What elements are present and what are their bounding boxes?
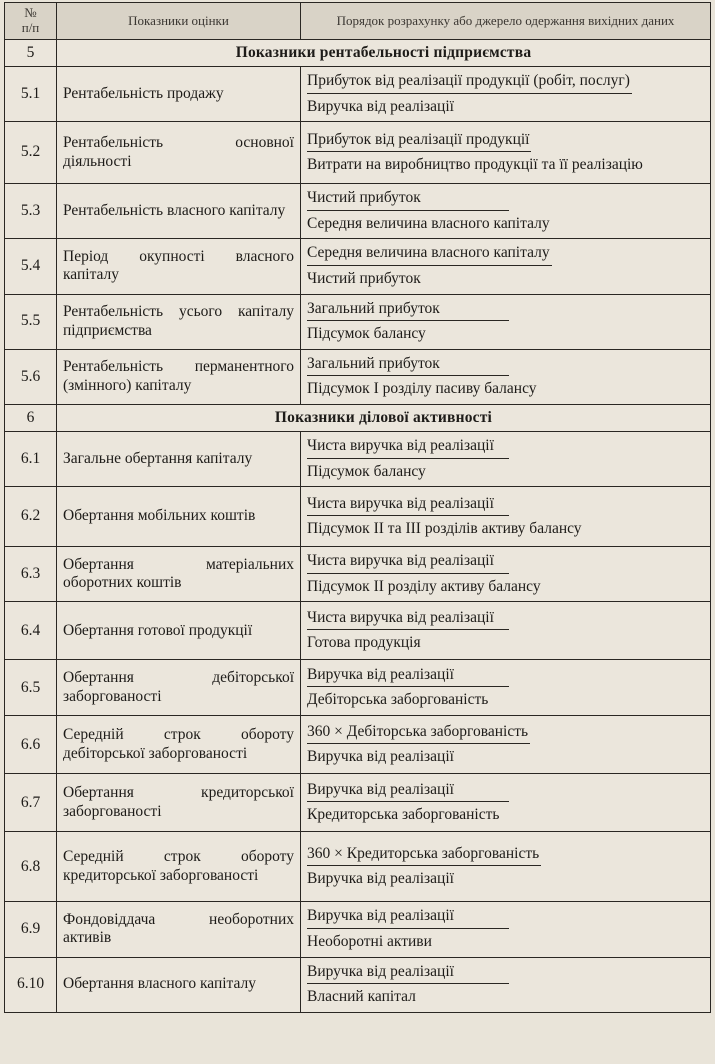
formula-numerator: Виручка від реалізації <box>307 904 509 929</box>
row-number: 6.10 <box>5 957 57 1012</box>
formula-denominator: Підсумок балансу <box>307 325 426 343</box>
row-number: 6.2 <box>5 487 57 547</box>
formula-denominator: Підсумок II розділу активу балансу <box>307 577 541 595</box>
formula-cell <box>301 349 711 404</box>
row-number: 6.7 <box>5 774 57 832</box>
fraction <box>307 663 704 713</box>
row-number: 5.6 <box>5 349 57 404</box>
table-row <box>5 547 711 602</box>
header-indicator: Показники оцінки <box>57 3 301 40</box>
indicator-name: Обертання матеріальних оборотних коштів <box>57 547 301 602</box>
header-number: № п/п <box>5 3 57 40</box>
section-row <box>5 404 711 431</box>
formula-denominator: Власний капітал <box>307 988 416 1006</box>
formula-denominator: Кредиторська заборгованість <box>307 806 500 824</box>
formula-denominator: Підсумок II та III розділів активу балансу <box>307 520 582 538</box>
fraction <box>307 492 704 542</box>
fraction <box>307 297 704 347</box>
formula-numerator: Загальний прибуток <box>307 297 509 322</box>
table-row <box>5 122 711 184</box>
row-number: 6.3 <box>5 547 57 602</box>
indicator-name: Середній строк обороту кредиторської заборгованості <box>57 832 301 902</box>
fraction <box>307 960 704 1010</box>
formula-denominator: Середня величина власного капіталу <box>307 214 550 232</box>
formula-denominator: Витрати на виробництво продукції та її реалізацію <box>307 156 643 174</box>
indicator-name: Середній строк обороту дебіторської заборгованості <box>57 716 301 774</box>
formula-numerator: Виручка від реалізації <box>307 778 509 803</box>
formula-numerator: Середня величина власного капіталу <box>307 241 552 266</box>
fraction <box>307 186 704 236</box>
formula-denominator: Підсумок балансу <box>307 462 426 480</box>
section-title: Показники рентабельності підприємства <box>57 40 711 67</box>
formula-numerator: Виручка від реалізації <box>307 663 509 688</box>
formula-numerator: Чиста виручка від реалізації <box>307 434 509 459</box>
fraction <box>307 128 704 178</box>
formula-denominator: Підсумок І розділу пасиву балансу <box>307 380 537 398</box>
formula-cell <box>301 957 711 1012</box>
formula-cell <box>301 774 711 832</box>
formula-cell <box>301 487 711 547</box>
row-number: 5.2 <box>5 122 57 184</box>
table-row <box>5 832 711 902</box>
table-row <box>5 349 711 404</box>
table-row <box>5 184 711 239</box>
formula-denominator: Виручка від реалізації <box>307 870 454 888</box>
table-row <box>5 716 711 774</box>
formula-numerator: Прибуток від реалізації продукції <box>307 128 531 153</box>
formula-numerator: Прибуток від реалізації продукції (робіт, послуг) <box>307 69 632 94</box>
table-row <box>5 487 711 547</box>
table-row <box>5 660 711 716</box>
formula-cell <box>301 602 711 660</box>
row-number: 6.8 <box>5 832 57 902</box>
table-row <box>5 239 711 294</box>
formula-denominator: Дебіторська заборгованість <box>307 691 489 709</box>
row-number: 5.4 <box>5 239 57 294</box>
row-number: 5.3 <box>5 184 57 239</box>
formula-numerator: Чистий прибуток <box>307 186 509 211</box>
formula-cell <box>301 67 711 122</box>
indicator-name: Обертання кредиторської заборгованості <box>57 774 301 832</box>
table-row <box>5 774 711 832</box>
formula-cell <box>301 547 711 602</box>
formula-numerator: 360 × Кредиторська заборгованість <box>307 842 541 867</box>
row-number: 6.9 <box>5 902 57 957</box>
indicator-name: Обертання дебіторської заборгованості <box>57 660 301 716</box>
indicator-name: Рентабельність власного капіталу <box>57 184 301 239</box>
formula-cell <box>301 294 711 349</box>
table-row <box>5 957 711 1012</box>
indicator-name: Загальне обертання капіталу <box>57 431 301 486</box>
table-row <box>5 431 711 486</box>
fraction <box>307 842 704 892</box>
fraction <box>307 606 704 656</box>
indicator-name: Рентабельність перманентного (змінного) капіталу <box>57 349 301 404</box>
indicator-name: Обертання готової продукції <box>57 602 301 660</box>
indicator-name: Рентабельність усього капіталу підприємства <box>57 294 301 349</box>
indicator-name: Рентабельність основної діяльності <box>57 122 301 184</box>
fraction <box>307 778 704 828</box>
indicator-name: Період окупності власного капіталу <box>57 239 301 294</box>
formula-denominator: Необоротні активи <box>307 932 432 950</box>
fraction <box>307 434 704 484</box>
formula-cell <box>301 902 711 957</box>
fraction <box>307 69 704 119</box>
formula-cell <box>301 431 711 486</box>
fraction <box>307 241 704 291</box>
section-number: 6 <box>5 404 57 431</box>
table-row <box>5 902 711 957</box>
formula-denominator: Виручка від реалізації <box>307 97 454 115</box>
fraction <box>307 352 704 402</box>
fraction <box>307 549 704 599</box>
formula-denominator: Виручка від реалізації <box>307 748 454 766</box>
formula-cell <box>301 716 711 774</box>
section-number: 5 <box>5 40 57 67</box>
table-row <box>5 602 711 660</box>
table-body <box>5 40 711 1013</box>
indicator-name: Рентабельність продажу <box>57 67 301 122</box>
formula-cell <box>301 184 711 239</box>
table-header-row <box>5 3 711 40</box>
fraction <box>307 720 704 770</box>
formula-numerator: Виручка від реалізації <box>307 960 509 985</box>
row-number: 5.5 <box>5 294 57 349</box>
header-calculation: Порядок розрахунку або джерело одержання вихідних даних <box>301 3 711 40</box>
formula-numerator: 360 × Дебіторська заборгованість <box>307 720 530 745</box>
formula-numerator: Загальний прибуток <box>307 352 509 377</box>
indicators-table <box>4 2 711 1013</box>
row-number: 5.1 <box>5 67 57 122</box>
row-number: 6.5 <box>5 660 57 716</box>
formula-cell <box>301 832 711 902</box>
formula-numerator: Чиста виручка від реалізації <box>307 606 509 631</box>
formula-cell <box>301 239 711 294</box>
indicator-name: Фондовіддача необоротних активів <box>57 902 301 957</box>
row-number: 6.4 <box>5 602 57 660</box>
section-title: Показники ділової активності <box>57 404 711 431</box>
formula-denominator: Чистий прибуток <box>307 269 421 287</box>
formula-numerator: Чиста виручка від реалізації <box>307 492 509 517</box>
table-row <box>5 67 711 122</box>
indicator-name: Обертання мобільних коштів <box>57 487 301 547</box>
section-row <box>5 40 711 67</box>
row-number: 6.1 <box>5 431 57 486</box>
formula-numerator: Чиста виручка від реалізації <box>307 549 509 574</box>
formula-cell <box>301 122 711 184</box>
table-row <box>5 294 711 349</box>
row-number: 6.6 <box>5 716 57 774</box>
formula-denominator: Готова продукція <box>307 634 421 652</box>
indicator-name: Обертання власного капіталу <box>57 957 301 1012</box>
fraction <box>307 904 704 954</box>
formula-cell <box>301 660 711 716</box>
